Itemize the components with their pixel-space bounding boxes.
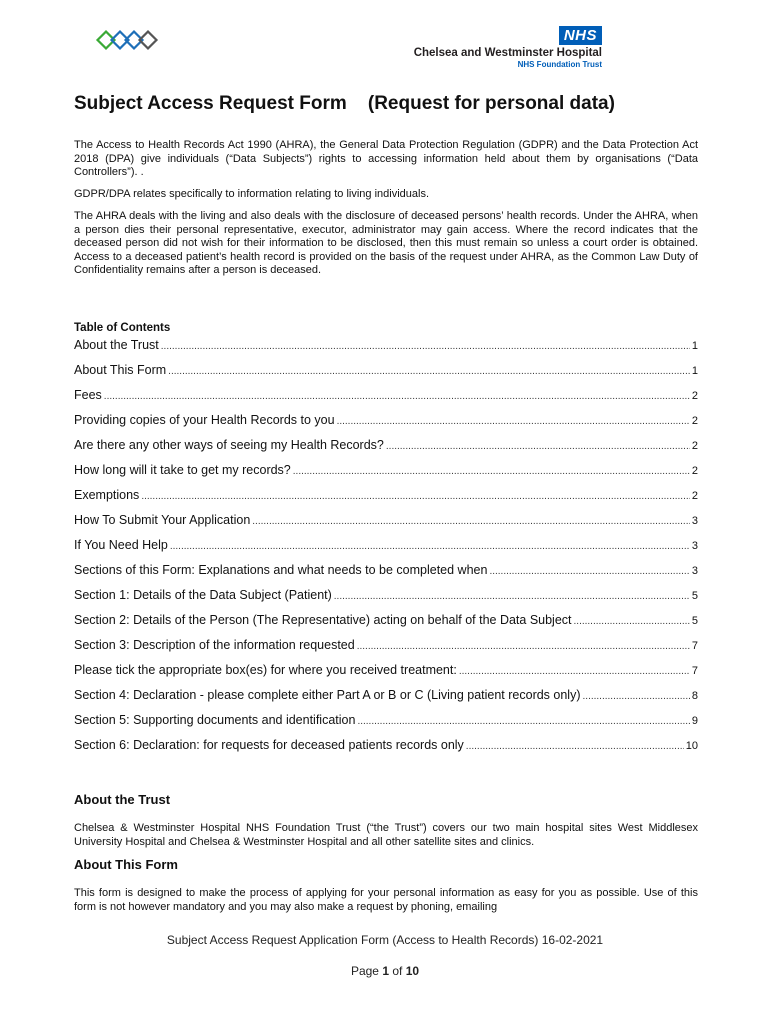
toc-entry-title: Section 5: Supporting documents and identification (74, 713, 356, 727)
toc-entry-title: Section 1: Details of the Data Subject (Patient) (74, 588, 332, 602)
toc-leader-dots (170, 541, 690, 552)
toc-entry-page: 2 (691, 465, 698, 477)
footer-doc-name: Subject Access Request Application Form (Access to Health Records) 16-02-2021 (166, 933, 604, 947)
about-trust-heading: About the Trust (74, 792, 171, 807)
toc-entry[interactable] (74, 563, 698, 588)
toc-entry-page: 7 (691, 640, 698, 652)
toc-leader-dots (574, 616, 690, 627)
toc-entry-page: 10 (685, 740, 698, 752)
intro-paragraph-2: GDPR/DPA relates specifically to information relating to living individuals. (74, 188, 430, 200)
toc-entry-title: How To Submit Your Application (74, 513, 251, 527)
footer-page-number (0, 964, 770, 978)
toc-entry-page: 5 (691, 590, 698, 602)
toc-leader-dots (337, 416, 690, 427)
toc-entry-title: About the Trust (74, 338, 159, 352)
about-form-heading: About This Form (74, 857, 178, 872)
about-trust-text: Chelsea & Westminster Hospital NHS Foundation Trust (“the Trust”) covers our two main hospital sites West Middlesex University Hospital and Chelsea & Westminster Hospital and all other satellite sites and clinics. (74, 822, 698, 848)
toc-entry[interactable] (74, 463, 698, 488)
toc-entry[interactable] (74, 388, 698, 413)
toc-entry-title: Are there any other ways of seeing my Health Records? (74, 438, 384, 452)
toc-entry-page: 2 (691, 440, 698, 452)
toc-entry-page: 9 (691, 715, 698, 727)
toc-entry-page: 3 (691, 515, 698, 527)
toc-entry[interactable] (74, 738, 698, 763)
toc-entry-title: Sections of this Form: Explanations and what needs to be completed when (74, 563, 488, 577)
toc-entry[interactable] (74, 588, 698, 613)
toc-leader-dots (386, 441, 690, 452)
toc-entry[interactable] (74, 413, 698, 438)
toc-leader-dots (104, 391, 690, 402)
page-prefix: Page (350, 964, 379, 978)
toc-leader-dots (161, 341, 690, 352)
toc-entry-page: 1 (691, 340, 698, 352)
toc-entry[interactable] (74, 538, 698, 563)
toc-entry-title: Providing copies of your Health Records to you (74, 413, 335, 427)
toc-leader-dots (252, 516, 690, 527)
hospital-name: Chelsea and Westminster Hospital (413, 47, 602, 59)
toc-leader-dots (489, 566, 689, 577)
toc-entry-page: 2 (691, 490, 698, 502)
toc-entry-title: Section 4: Declaration - please complete either Part A or B or C (Living patient records only) (74, 688, 581, 702)
page-of: of (392, 964, 403, 978)
nhs-badge: NHS (559, 26, 602, 45)
page-total: 10 (405, 964, 420, 978)
toc-entry[interactable] (74, 363, 698, 388)
page-title: Subject Access Request Form (Request for personal data) (74, 93, 615, 114)
toc-leader-dots (357, 641, 690, 652)
toc-entry-page: 8 (691, 690, 698, 702)
toc-entry-page: 2 (691, 415, 698, 427)
toc-heading: Table of Contents (74, 322, 171, 334)
toc-entry[interactable] (74, 638, 698, 663)
page-num: 1 (382, 964, 389, 978)
toc-entry[interactable] (74, 513, 698, 538)
nhs-trust-logo (414, 26, 602, 69)
toc-leader-dots (466, 741, 684, 752)
toc-entry-title: Section 3: Description of the information requested (74, 638, 355, 652)
toc-entry-page: 5 (691, 615, 698, 627)
toc-leader-dots (459, 666, 690, 677)
trust-logo-icon (95, 27, 159, 55)
toc-entry-title: Please tick the appropriate box(es) for where you received treatment: (74, 663, 457, 677)
toc-entry-title: If You Need Help (74, 538, 168, 552)
toc-leader-dots (357, 716, 689, 727)
toc-entry-page: 7 (691, 665, 698, 677)
toc-entry-title: Fees (74, 388, 102, 402)
toc-entry-title: About This Form (74, 363, 167, 377)
toc-entry-title: Exemptions (74, 488, 140, 502)
toc-entry-title: Section 6: Declaration: for requests for deceased patients records only (74, 738, 464, 752)
toc-leader-dots (168, 366, 690, 377)
toc-leader-dots (583, 691, 690, 702)
toc-entry-page: 1 (691, 365, 698, 377)
toc-entry-title: Section 2: Details of the Person (The Representative) acting on behalf of the Data Subject (74, 613, 572, 627)
toc-entry[interactable] (74, 338, 698, 363)
toc-entry-page: 2 (691, 390, 698, 402)
toc-entry-page: 3 (691, 565, 698, 577)
toc-entry[interactable] (74, 488, 698, 513)
toc-entry[interactable] (74, 438, 698, 463)
about-form-text: This form is designed to make the process of applying for your personal information as easy for you as possible. Use of this form is not however mandatory and you may also make a request by phoning, emailing (74, 887, 698, 913)
toc-entry[interactable] (74, 663, 698, 688)
toc-leader-dots (293, 466, 690, 477)
toc-entry-page: 3 (691, 540, 698, 552)
table-of-contents (74, 338, 698, 763)
intro-paragraph-3: The AHRA deals with the living and also deals with the disclosure of deceased persons’ health records. Under the AHRA, when a person dies their personal representative, executor, administrator may gain access. Where the record indicates that the deceased person did not wish for their information to be disclosed, then this must remain so unless a court order is obtained. Access to a deceased patient’s health record is provided on the basis of the request under AHRA, as the Common Law Duty of Confidentiality remains after a person is deceased. (74, 210, 698, 277)
toc-leader-dots (141, 491, 690, 502)
trust-name: NHS Foundation Trust (517, 60, 602, 69)
toc-leader-dots (334, 591, 690, 602)
toc-entry[interactable] (74, 713, 698, 738)
toc-entry[interactable] (74, 688, 698, 713)
intro-paragraph-1: The Access to Health Records Act 1990 (AHRA), the General Data Protection Regulation (GDPR) and the Data Protection Act 2018 (DPA) give individuals (“Data Subjects”) rights to accessing information held about them by organisations (“Data Controllers”). . (74, 139, 698, 179)
toc-entry-title: How long will it take to get my records? (74, 463, 291, 477)
toc-entry[interactable] (74, 613, 698, 638)
